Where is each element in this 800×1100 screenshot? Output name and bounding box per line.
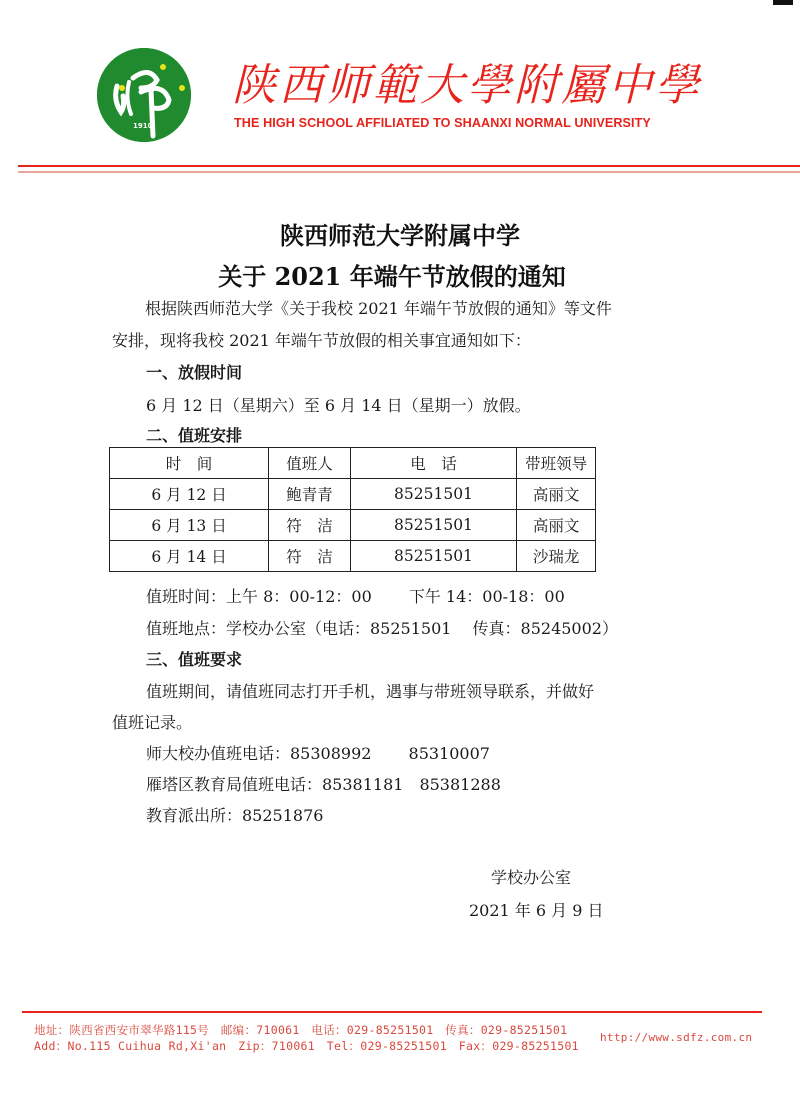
cell-person: 符 洁 bbox=[269, 510, 351, 541]
intro-line2: 安排，现将我校 2021 年端午节放假的相关事宜通知如下： bbox=[112, 331, 531, 350]
section2-heading: 二、值班安排 bbox=[146, 426, 243, 445]
cell-person: 符 洁 bbox=[269, 541, 351, 572]
cell-date: 6 月 13 日 bbox=[110, 510, 269, 541]
header-person: 值班人 bbox=[269, 448, 351, 479]
section1-heading: 一、放假时间 bbox=[146, 363, 243, 382]
school-name-en: THE HIGH SCHOOL AFFILIATED TO SHAANXI NORMAL UNIVERSITY bbox=[234, 116, 651, 130]
cell-date: 6 月 12 日 bbox=[110, 479, 269, 510]
header-divider-red bbox=[18, 165, 800, 167]
intro-line1: 根据陕西师范大学《关于我校 2021 年端午节放假的通知》等文件 bbox=[145, 299, 612, 318]
school-logo bbox=[97, 48, 191, 142]
svg-text:1910: 1910 bbox=[133, 122, 153, 130]
cell-phone: 85251501 bbox=[350, 479, 516, 510]
table-row bbox=[110, 479, 596, 510]
footer-website: http://www.sdfz.com.cn bbox=[600, 1031, 753, 1044]
contact-police: 教育派出所：85251876 bbox=[146, 806, 324, 825]
footer-address-cn: 地址：陕西省西安市翠华路115号 邮编：710061 电话：029-85251501 传真：029-85251501 bbox=[34, 1023, 568, 1037]
cell-leader: 高丽文 bbox=[517, 510, 596, 541]
section3-text-line2: 值班记录。 bbox=[112, 713, 193, 732]
contact-yanta-edu: 雁塔区教育局值班电话：85381181 85381288 bbox=[146, 775, 501, 794]
contact-normal-univ: 师大校办值班电话：85308992 85310007 bbox=[146, 744, 490, 763]
duty-schedule-table bbox=[109, 447, 596, 572]
document-title-line1: 陕西师范大学附属中学 bbox=[280, 221, 520, 250]
cell-phone: 85251501 bbox=[350, 541, 516, 572]
section1-text: 6 月 12 日（星期六）至 6 月 14 日（星期一）放假。 bbox=[146, 396, 531, 415]
signature-date: 2021 年 6 月 9 日 bbox=[469, 901, 604, 920]
cell-person: 鲍青青 bbox=[269, 479, 351, 510]
section3-heading: 三、值班要求 bbox=[146, 650, 243, 669]
duty-place: 值班地点：学校办公室（电话：85251501 传真：85245002） bbox=[146, 619, 618, 638]
footer-address-en: Add：No.115 Cuihua Rd,Xi'an Zip：710061 Tel：029-85251501 Fax：029-85251501 bbox=[34, 1039, 579, 1053]
header-divider-pink bbox=[18, 171, 800, 173]
header-leader: 带班领导 bbox=[517, 448, 596, 479]
scan-edge-mark bbox=[773, 0, 793, 5]
header-time: 时 间 bbox=[110, 448, 269, 479]
cell-phone: 85251501 bbox=[350, 510, 516, 541]
duty-time: 值班时间：上午 8：00-12：00 下午 14：00-18：00 bbox=[146, 587, 565, 606]
section3-text-line1: 值班期间，请值班同志打开手机，遇事与带班领导联系，并做好 bbox=[146, 682, 595, 701]
table-row bbox=[110, 510, 596, 541]
school-name-cn: 陕西师範大學附屬中學 bbox=[232, 60, 702, 111]
cell-leader: 沙瑞龙 bbox=[517, 541, 596, 572]
cell-date: 6 月 14 日 bbox=[110, 541, 269, 572]
document-title-line2: 关于 2021 年端午节放假的通知 bbox=[218, 262, 566, 291]
footer-divider bbox=[22, 1011, 762, 1013]
logo-emblem-icon bbox=[97, 48, 191, 142]
cell-leader: 高丽文 bbox=[517, 479, 596, 510]
header-phone: 电 话 bbox=[350, 448, 516, 479]
signature-office: 学校办公室 bbox=[491, 868, 572, 887]
table-header-row bbox=[110, 448, 596, 479]
table-row bbox=[110, 541, 596, 572]
